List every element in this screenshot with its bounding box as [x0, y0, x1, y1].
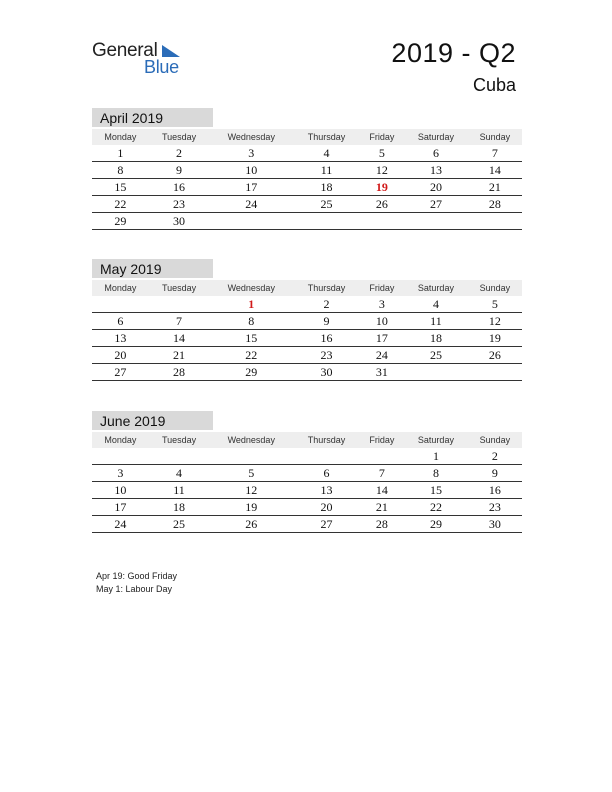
day-cell: 12 [360, 162, 404, 179]
day-cell: 27 [293, 516, 359, 533]
day-cell: 18 [293, 179, 359, 196]
day-cell [360, 213, 404, 230]
day-cell: 27 [404, 196, 468, 213]
day-cell: 20 [404, 179, 468, 196]
week-row [92, 330, 522, 347]
day-cell: 21 [149, 347, 210, 364]
day-cell: 2 [293, 296, 359, 313]
day-cell: 25 [149, 516, 210, 533]
weekday-header: Monday [92, 280, 149, 296]
day-cell: 18 [149, 499, 210, 516]
day-cell [149, 296, 210, 313]
day-cell: 1 [404, 448, 468, 465]
day-cell: 5 [360, 145, 404, 162]
weekday-header: Sunday [468, 280, 522, 296]
day-cell: 1 [92, 145, 149, 162]
day-cell [404, 364, 468, 381]
day-cell: 24 [92, 516, 149, 533]
logo-word-general: General [92, 40, 158, 61]
week-row [92, 347, 522, 364]
day-cell [468, 364, 522, 381]
week-row [92, 179, 522, 196]
day-cell: 10 [209, 162, 293, 179]
day-cell: 11 [404, 313, 468, 330]
day-cell: 17 [209, 179, 293, 196]
day-cell: 13 [293, 482, 359, 499]
logo-word-blue: Blue [144, 57, 179, 77]
day-cell: 10 [92, 482, 149, 499]
weekday-header: Friday [360, 280, 404, 296]
day-cell: 21 [468, 179, 522, 196]
week-row [92, 196, 522, 213]
day-cell: 1 [209, 296, 293, 313]
month-block-june [92, 411, 522, 533]
day-cell: 18 [404, 330, 468, 347]
day-cell: 30 [149, 213, 210, 230]
day-cell: 15 [92, 179, 149, 196]
day-cell: 10 [360, 313, 404, 330]
day-cell: 29 [209, 364, 293, 381]
day-cell: 6 [293, 465, 359, 482]
month-title: May 2019 [92, 259, 213, 278]
day-cell: 24 [360, 347, 404, 364]
month-calendar-table [92, 432, 522, 533]
month-block-april [92, 108, 522, 230]
day-cell: 4 [404, 296, 468, 313]
holiday-note: May 1: Labour Day [96, 584, 173, 594]
month-block-may [92, 259, 522, 381]
day-cell: 15 [404, 482, 468, 499]
holiday-note: Apr 19: Good Friday [96, 571, 178, 581]
week-row [92, 482, 522, 499]
day-cell: 14 [360, 482, 404, 499]
day-cell: 9 [149, 162, 210, 179]
day-cell: 17 [92, 499, 149, 516]
day-cell: 25 [293, 196, 359, 213]
week-row [92, 448, 522, 465]
week-row [92, 364, 522, 381]
week-row [92, 465, 522, 482]
day-cell: 17 [360, 330, 404, 347]
day-cell: 9 [293, 313, 359, 330]
day-cell: 8 [209, 313, 293, 330]
day-cell: 22 [404, 499, 468, 516]
day-cell: 14 [149, 330, 210, 347]
weekday-header: Wednesday [209, 129, 293, 145]
month-calendar-table [92, 280, 522, 381]
day-cell [92, 296, 149, 313]
day-cell: 21 [360, 499, 404, 516]
day-cell: 26 [360, 196, 404, 213]
day-cell: 2 [468, 448, 522, 465]
day-cell: 8 [92, 162, 149, 179]
day-cell [293, 448, 359, 465]
day-cell: 23 [293, 347, 359, 364]
day-cell: 25 [404, 347, 468, 364]
day-cell [149, 448, 210, 465]
weekday-header: Wednesday [209, 280, 293, 296]
day-cell: 15 [209, 330, 293, 347]
day-cell: 7 [468, 145, 522, 162]
day-cell: 3 [360, 296, 404, 313]
holiday-notes [96, 570, 177, 596]
generalblue-logo [92, 40, 192, 80]
day-cell: 28 [468, 196, 522, 213]
day-cell: 23 [149, 196, 210, 213]
day-cell: 22 [92, 196, 149, 213]
weekday-header: Sunday [468, 129, 522, 145]
weekday-header: Tuesday [149, 129, 210, 145]
day-cell: 29 [404, 516, 468, 533]
month-title: June 2019 [92, 411, 213, 430]
weekday-header: Thursday [293, 280, 359, 296]
day-cell: 13 [92, 330, 149, 347]
day-cell: 9 [468, 465, 522, 482]
day-cell [404, 213, 468, 230]
weekday-header: Saturday [404, 280, 468, 296]
day-cell: 16 [149, 179, 210, 196]
day-cell: 20 [293, 499, 359, 516]
day-cell: 14 [468, 162, 522, 179]
day-cell: 22 [209, 347, 293, 364]
day-cell: 6 [92, 313, 149, 330]
day-cell: 11 [293, 162, 359, 179]
day-cell: 4 [293, 145, 359, 162]
day-cell: 6 [404, 145, 468, 162]
day-cell: 3 [92, 465, 149, 482]
day-cell: 13 [404, 162, 468, 179]
day-cell: 16 [293, 330, 359, 347]
week-row [92, 213, 522, 230]
day-cell: 20 [92, 347, 149, 364]
day-cell: 24 [209, 196, 293, 213]
day-cell: 28 [149, 364, 210, 381]
weekday-header: Thursday [293, 432, 359, 448]
day-cell: 5 [209, 465, 293, 482]
day-cell: 5 [468, 296, 522, 313]
day-cell: 26 [468, 347, 522, 364]
day-cell: 19 [468, 330, 522, 347]
weekday-header: Friday [360, 432, 404, 448]
day-cell: 19 [360, 179, 404, 196]
day-cell: 12 [209, 482, 293, 499]
day-cell: 29 [92, 213, 149, 230]
weekday-header: Saturday [404, 129, 468, 145]
day-cell: 7 [149, 313, 210, 330]
day-cell [92, 448, 149, 465]
day-cell [209, 213, 293, 230]
day-cell: 11 [149, 482, 210, 499]
weekday-header: Tuesday [149, 280, 210, 296]
day-cell: 19 [209, 499, 293, 516]
country-name: Cuba [472, 75, 516, 95]
weekday-header: Wednesday [209, 432, 293, 448]
day-cell: 8 [404, 465, 468, 482]
day-cell: 3 [209, 145, 293, 162]
weekday-header: Saturday [404, 432, 468, 448]
weekday-header: Monday [92, 432, 149, 448]
day-cell [209, 448, 293, 465]
week-row [92, 516, 522, 533]
weekday-header: Friday [360, 129, 404, 145]
weekday-header: Sunday [468, 432, 522, 448]
day-cell: 2 [149, 145, 210, 162]
week-row [92, 313, 522, 330]
day-cell: 31 [360, 364, 404, 381]
week-row [92, 296, 522, 313]
day-cell: 12 [468, 313, 522, 330]
day-cell: 30 [293, 364, 359, 381]
week-row [92, 145, 522, 162]
day-cell: 28 [360, 516, 404, 533]
day-cell: 7 [360, 465, 404, 482]
day-cell: 30 [468, 516, 522, 533]
weekday-header: Thursday [293, 129, 359, 145]
day-cell: 26 [209, 516, 293, 533]
day-cell [468, 213, 522, 230]
day-cell: 23 [468, 499, 522, 516]
day-cell: 4 [149, 465, 210, 482]
day-cell [293, 213, 359, 230]
month-title: April 2019 [92, 108, 213, 127]
day-cell: 16 [468, 482, 522, 499]
day-cell: 27 [92, 364, 149, 381]
weekday-header: Monday [92, 129, 149, 145]
week-row [92, 162, 522, 179]
weekday-header: Tuesday [149, 432, 210, 448]
month-calendar-table [92, 129, 522, 230]
day-cell [360, 448, 404, 465]
page-title: 2019 - Q2 [391, 38, 516, 68]
week-row [92, 499, 522, 516]
